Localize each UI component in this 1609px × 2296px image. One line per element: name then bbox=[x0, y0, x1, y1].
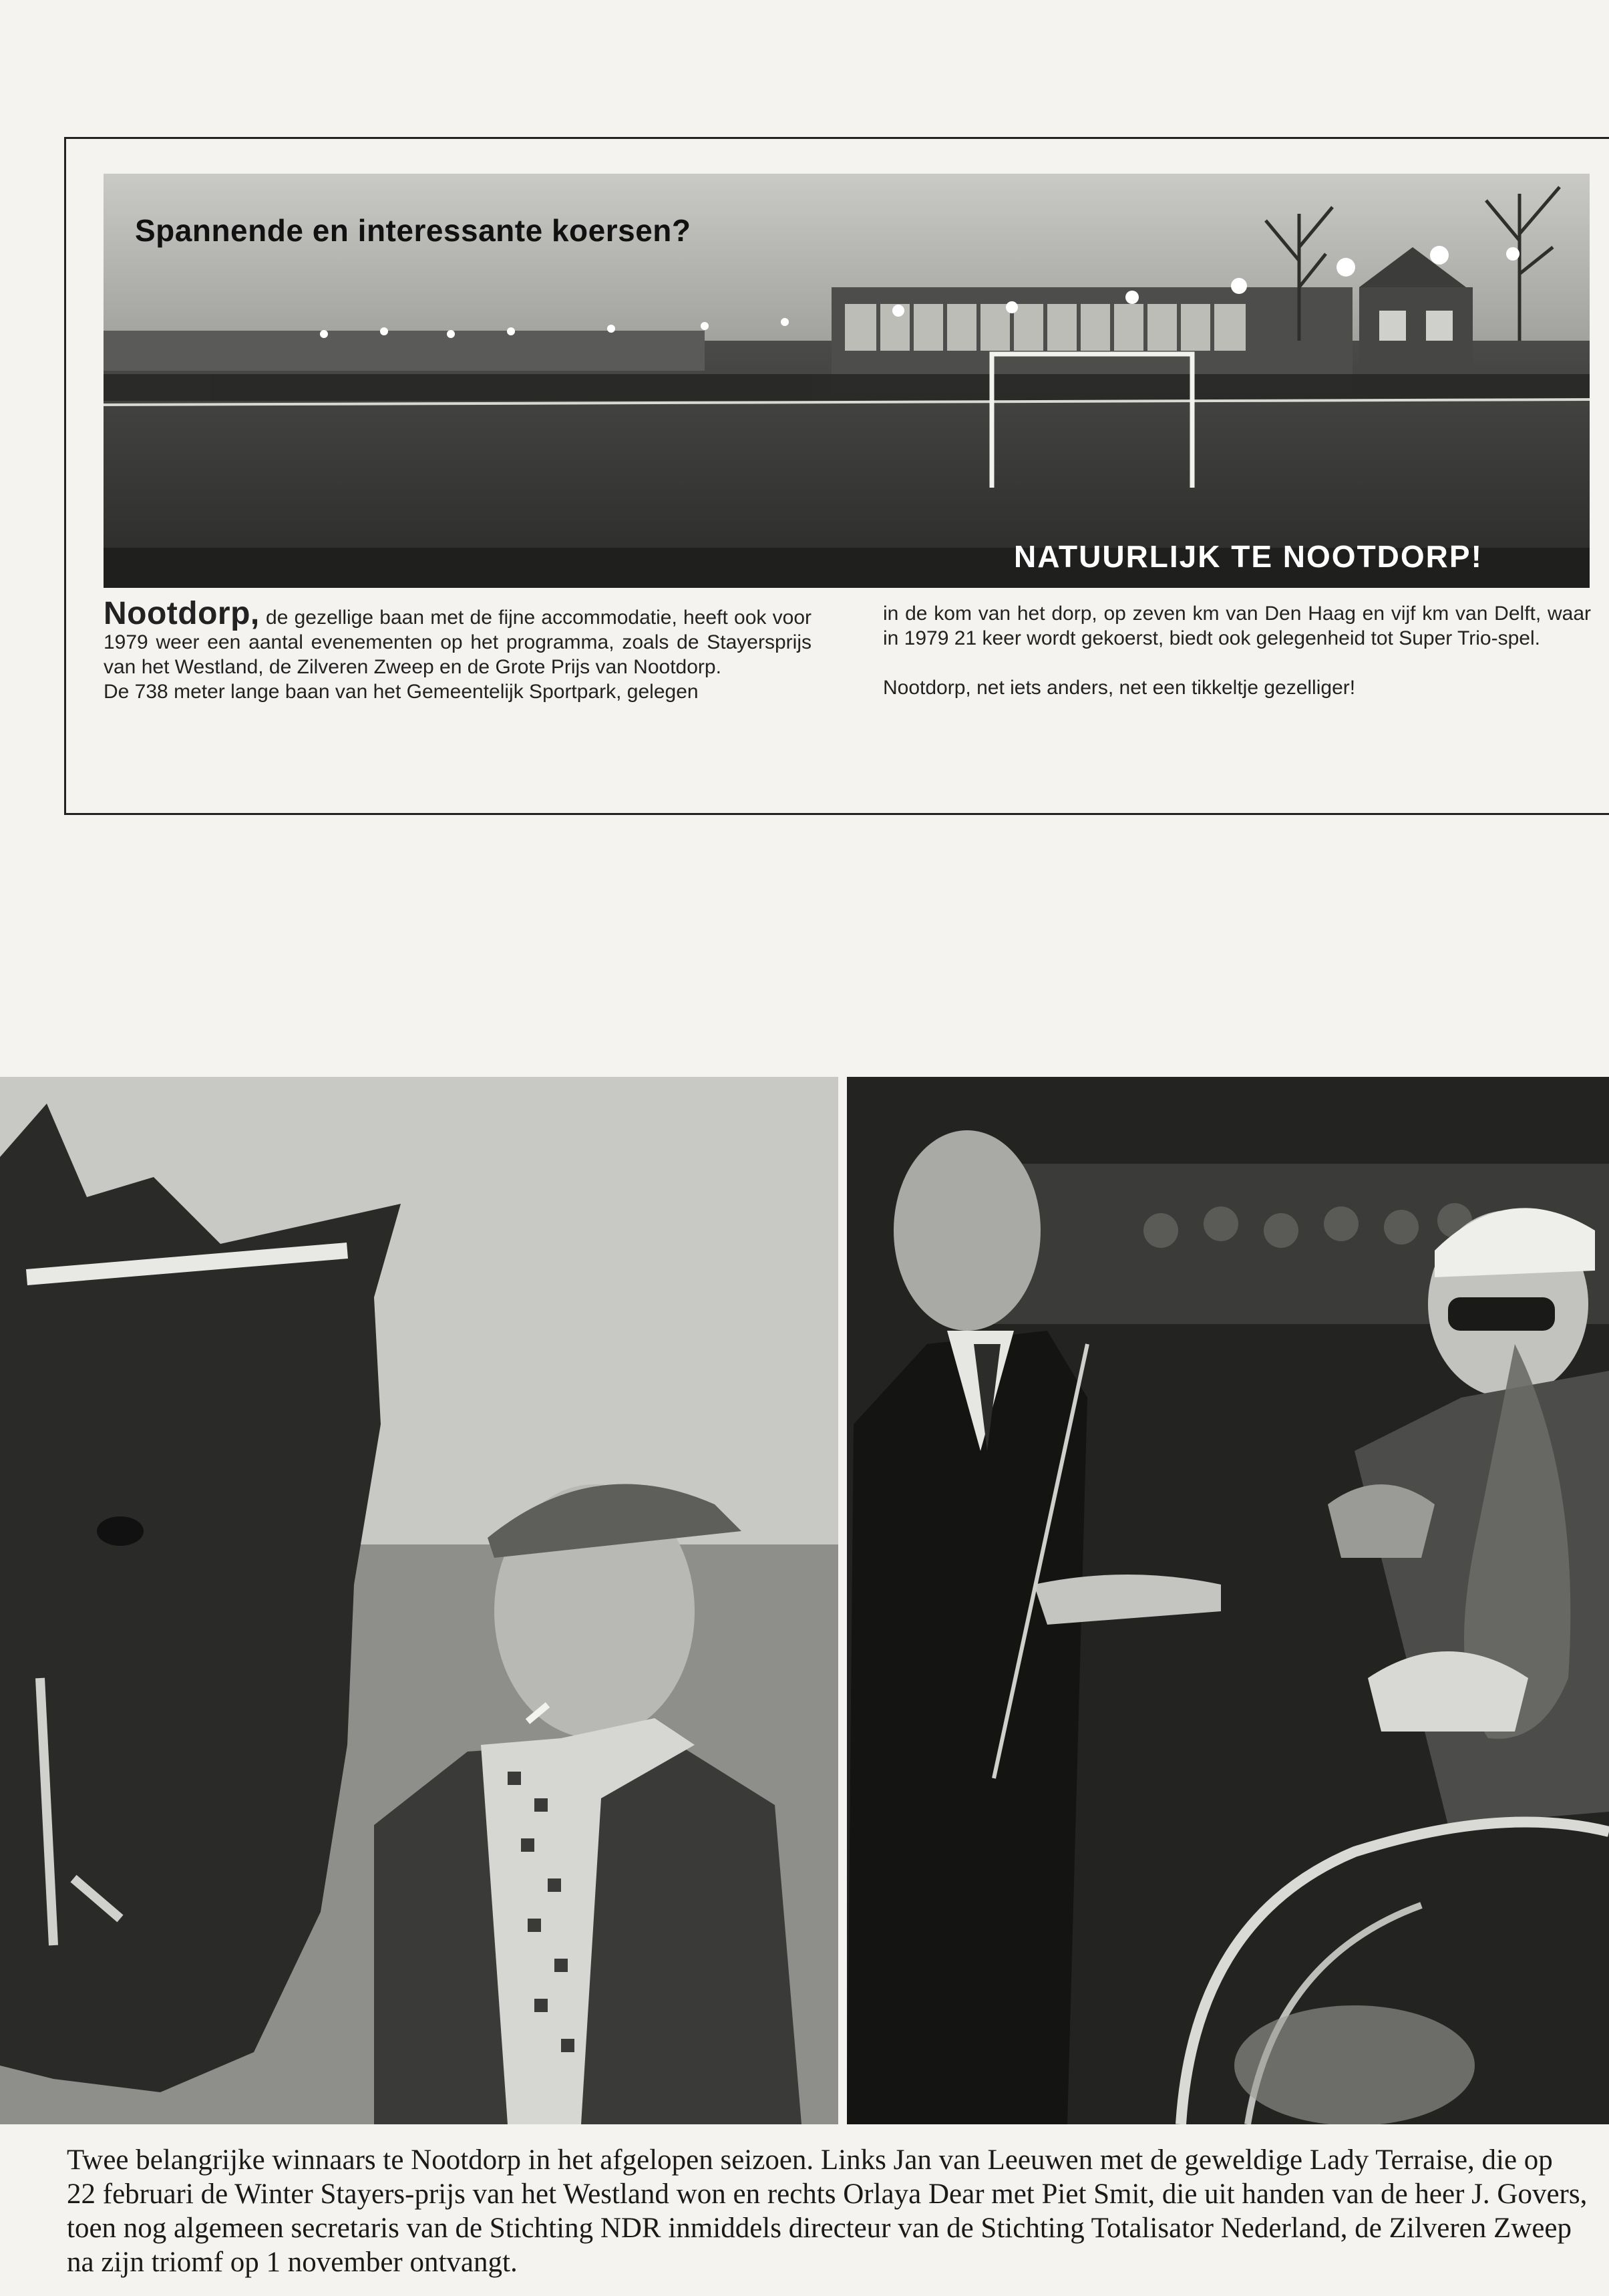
lead-word: Nootdorp, bbox=[104, 596, 260, 631]
ad-paragraph: De 738 meter lange baan van het Gemeentelijk Sportpark, gelegen bbox=[104, 681, 699, 703]
photo-caption bbox=[67, 2143, 1609, 2279]
caption-line: na zijn triomf op 1 november ontvangt. bbox=[67, 2247, 518, 2278]
ad-column-right bbox=[883, 601, 1591, 700]
horse-trainer-photo bbox=[0, 1077, 838, 2124]
ad-paragraph: in de kom van het dorp, op zeven km van Den Haag en vijf km van Delft, waar in 1979 21 keer wordt gekoerst, biedt ook gelegenheid tot Super Trio-spel. bbox=[883, 603, 1591, 649]
caption-line: 22 februari de Winter Stayers-prijs van het Westland won en rechts Orlaya Dear met Piet Smit, die uit handen van de heer J. Govers, bbox=[67, 2178, 1588, 2210]
ad-tagline: NATUURLIJK TE NOOTDORP! bbox=[1014, 539, 1483, 574]
caption-line: toen nog algemeen secretaris van de Stichting NDR inmiddels directeur van de Stichting Totalisator Nederland, de Zilveren Zweep bbox=[67, 2212, 1572, 2244]
ad-slogan: Nootdorp, net iets anders, net een tikkeltje gezelliger! bbox=[883, 677, 1356, 699]
ad-paragraph bbox=[104, 596, 812, 679]
caption-line: Twee belangrijke winnaars te Nootdorp in het afgelopen seizoen. Links Jan van Leeuwen met de geweldige Lady Terraise, die op bbox=[67, 2144, 1553, 2176]
ad-headline: Spannende en interessante koersen? bbox=[135, 213, 691, 248]
ad-column-left bbox=[104, 596, 812, 704]
winner-ceremony-photo bbox=[847, 1077, 1609, 2124]
ad-paragraph-text: de gezellige baan met de fijne accommodatie, heeft ook voor 1979 weer een aantal evenementen op het programma, zoals de Stayersprijs van het Westland, de Zilveren Zweep en de Grote Prijs van Nootdorp. bbox=[104, 607, 812, 678]
